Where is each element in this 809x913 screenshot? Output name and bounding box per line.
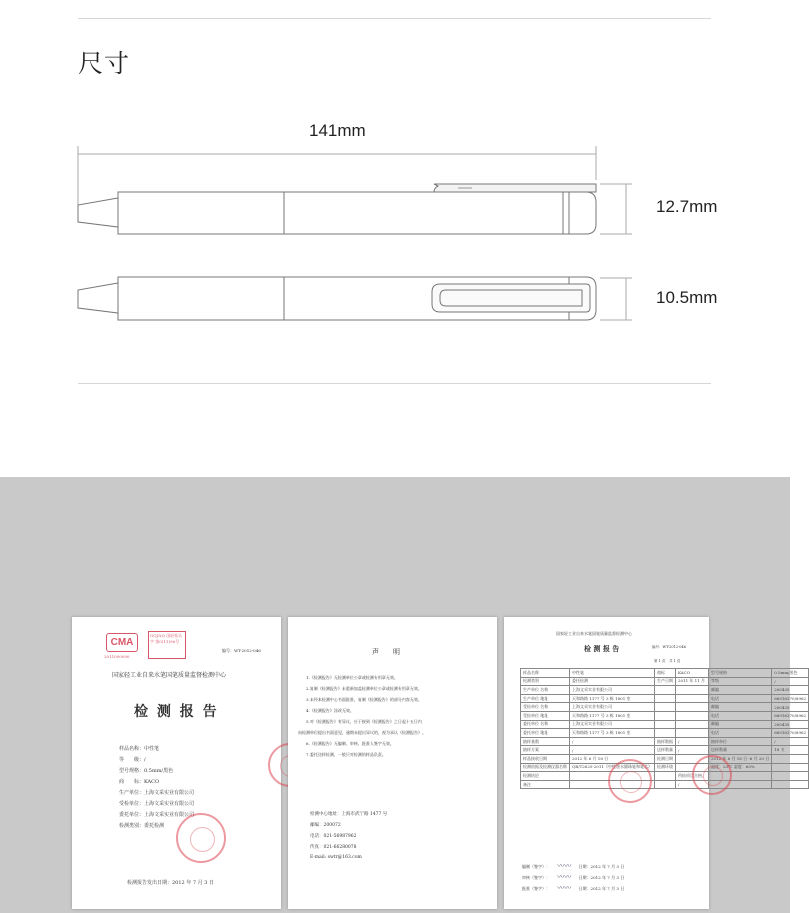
signature-ink: 〰〰	[557, 862, 572, 870]
contact-line: 邮编：200072	[310, 823, 341, 828]
doc1-field: 委托单位：上海文采实业有限公司	[119, 812, 195, 818]
top-height-label: 10.5mm	[656, 288, 718, 307]
table-cell: 生产日期	[654, 677, 675, 686]
doc1-center-name: 国家轻工业自来水笔国笔质量监督检测中心	[112, 672, 227, 679]
table-row	[521, 763, 809, 772]
table-cell: 委托单位 地址	[521, 729, 570, 738]
table-cell	[675, 711, 708, 720]
table-cell: 检测类别	[521, 677, 570, 686]
signature-ink: 〰〰	[557, 884, 572, 892]
table-cell: 受检单位 名称	[521, 703, 570, 712]
table-cell	[654, 711, 675, 720]
table-row	[521, 746, 809, 755]
section-title: 尺寸	[78, 50, 131, 78]
signature-line	[522, 872, 624, 882]
table-cell	[675, 686, 708, 695]
doc1-title: 检 测 报 告	[134, 704, 219, 720]
signature-date: 日期：2012 年 7 月 3 日	[578, 864, 625, 869]
table-cell: 2012 年 6 月 18 日	[570, 754, 655, 763]
table-cell: 200435	[772, 703, 809, 712]
side-height-dimension	[600, 184, 632, 234]
table-cell	[772, 772, 809, 781]
side-height-label: 12.7mm	[656, 197, 718, 216]
signature-label: 批准（签字）：	[522, 886, 550, 891]
table-cell	[772, 763, 809, 772]
table-cell: KACO	[675, 669, 708, 678]
table-cell	[654, 729, 675, 738]
table-cell	[772, 754, 809, 763]
table-cell: 2011 年 11 月	[675, 677, 708, 686]
table-cell: 备注	[521, 780, 570, 789]
statement-document	[288, 617, 497, 909]
table-cell: 电话	[708, 711, 771, 720]
table-cell	[675, 703, 708, 712]
table-row	[521, 729, 809, 738]
table-cell	[654, 694, 675, 703]
statement-item: 向检测单位提出书面意见，逾期未提出异议的，视为承认《检测报告》。	[298, 730, 426, 735]
table-cell: 66916370/8962	[772, 694, 809, 703]
table-cell	[654, 703, 675, 712]
doc3-report-number: 编号：WT-2012-046	[652, 645, 686, 649]
table-row	[521, 703, 809, 712]
table-row	[521, 737, 809, 746]
table-cell: 天和路路 1177 号 3 栋 1801 室	[570, 729, 655, 738]
table-cell: 66916370/8962	[772, 711, 809, 720]
table-cell: 中性笔	[570, 669, 655, 678]
table-cell: /	[570, 737, 655, 746]
table-cell	[654, 780, 675, 789]
table-cell: /	[772, 737, 809, 746]
table-cell: 上海文采实业有限公司	[570, 686, 655, 695]
table-cell: 委托单位 名称	[521, 720, 570, 729]
signature-label: 编制（签字）：	[522, 864, 550, 869]
table-cell: 委托检测	[570, 677, 655, 686]
report-cover-document	[72, 617, 281, 909]
table-cell: 上海文采实业有限公司	[570, 720, 655, 729]
table-row	[521, 754, 809, 763]
table-cell: 电话	[708, 694, 771, 703]
table-cell: 检测结论	[521, 772, 570, 781]
table-cell: 检测日期	[654, 754, 675, 763]
table-row	[521, 711, 809, 720]
table-cell: 型号规格	[708, 669, 771, 678]
qualification-stamp-text: GQJ&Q 国轻检认字 第0(11)96号	[150, 633, 183, 644]
table-cell: 抽样数据	[654, 737, 675, 746]
signature-label: 审核（签字）：	[522, 875, 550, 880]
table-cell: 天和路路 1177 号 3 栋 1801 室	[570, 694, 655, 703]
signature-date: 日期：2012 年 7 月 3 日	[578, 886, 625, 891]
table-cell: 邮编	[708, 686, 771, 695]
report-table	[520, 668, 809, 789]
table-cell: 送样数量	[708, 746, 771, 755]
bottom-divider	[78, 383, 711, 384]
contact-line: 电话：021-56987962	[310, 834, 357, 839]
table-row	[521, 686, 809, 695]
pen-top-view	[78, 277, 596, 320]
table-cell: 0.5mm/黑色	[772, 669, 809, 678]
table-cell: 电话	[708, 729, 771, 738]
table-cell: 检测依据及检测仪器名称	[521, 763, 570, 772]
table-cell: /	[675, 746, 708, 755]
table-cell: 生产单位 地址	[521, 694, 570, 703]
table-cell: /	[675, 737, 708, 746]
statement-item: 2.复制《检测报告》未重新加盖检测单位公章或检测专用章无效。	[306, 686, 422, 691]
doc1-field: 型号规格：0.5mm/黑色	[119, 768, 174, 774]
doc3-header: 国家轻工业自来水笔国笔质量监督检测中心	[556, 631, 632, 636]
doc1-report-number: 编号：WT-2012-046	[222, 648, 261, 653]
table-cell: 送样数量	[654, 746, 675, 755]
statement-item: 5.对《检测报告》有异议，应于接到《检测报告》之日起十五日内	[306, 719, 422, 724]
table-cell	[675, 694, 708, 703]
statement-item: 7.委托送样检测，一般只对检测的样品负责。	[306, 752, 386, 757]
doc1-field: 等 级：/	[119, 757, 146, 763]
table-cell: 样品接收日期	[521, 754, 570, 763]
table-cell: 受检单位 地址	[521, 711, 570, 720]
table-cell: 上海文采实业有限公司	[570, 703, 655, 712]
doc2-title: 声 明	[372, 648, 400, 656]
red-seal-stamp	[608, 759, 652, 803]
table-row	[521, 772, 809, 781]
table-cell	[654, 686, 675, 695]
length-label: 141mm	[309, 121, 366, 140]
table-cell: QB/T2625-2011《中性墨水圆珠笔和笔芯》	[570, 763, 655, 772]
table-cell: 所检项目合格。	[675, 772, 708, 781]
table-row	[521, 694, 809, 703]
table-cell: 抽样方案	[521, 746, 570, 755]
statement-item: 1.《检测报告》无检测单位公章或检测专用章无效。	[306, 675, 398, 680]
table-row	[521, 780, 809, 789]
table-cell: 生产单位 名称	[521, 686, 570, 695]
doc1-field: 受检单位：上海文采实业有限公司	[119, 801, 195, 807]
table-cell: /	[772, 677, 809, 686]
table-cell: 200435	[772, 720, 809, 729]
doc3-page: 第 1 页 共 1 页	[654, 659, 681, 663]
table-cell: 邮编	[708, 720, 771, 729]
cma-number: 2011000090	[104, 654, 130, 659]
table-cell	[675, 729, 708, 738]
contact-line: E-mail: swtr@163.com	[310, 855, 362, 860]
table-cell: 检测环境	[654, 763, 675, 772]
table-cell: 样品名称	[521, 669, 570, 678]
doc1-issue-date: 检测报告发出日期：2012 年 7 月 3 日	[127, 880, 215, 886]
signature-line	[522, 883, 624, 893]
doc1-field: 样品名称：中性笔	[119, 746, 160, 752]
contact-line: 传真：021-66280078	[310, 845, 357, 850]
doc3-title: 检 测 报 告	[584, 644, 620, 653]
red-seal-stamp-edge	[692, 755, 732, 795]
table-row	[521, 669, 809, 678]
red-seal-stamp	[176, 813, 226, 863]
top-height-dimension	[600, 278, 632, 320]
table-cell: /	[570, 746, 655, 755]
table-cell: 温度：23℃ 湿度：60%	[708, 763, 771, 772]
table-cell	[675, 720, 708, 729]
doc1-field: 检测类别：委托检测	[119, 823, 165, 829]
table-row	[521, 677, 809, 686]
signature-date: 日期：2012 年 7 月 3 日	[578, 875, 625, 880]
doc1-field: 商 标：KACO	[119, 779, 160, 785]
signature-line	[522, 861, 697, 871]
signature-ink: 〰〰	[557, 873, 572, 881]
contact-line: 检测中心地址：上海市武宁路 1477 号	[310, 812, 388, 817]
table-cell	[654, 720, 675, 729]
table-cell: 等级	[708, 677, 771, 686]
cma-logo-text: CMA	[110, 637, 134, 648]
statement-item: 6.《检测报告》无编制、审核、批准人签字无效。	[306, 741, 394, 746]
test-report-table-document	[504, 617, 807, 909]
table-cell: 商标	[654, 669, 675, 678]
statement-item: 4.《检测报告》涂改无效。	[306, 708, 354, 713]
table-cell	[654, 772, 675, 781]
statement-item: 3.未经本检测中心书面批准，复制《检测报告》的部分内容无效。	[306, 697, 422, 702]
pen-side-view	[78, 184, 596, 234]
table-cell: 66916370/8962	[772, 729, 809, 738]
table-cell: 抽样基数	[521, 737, 570, 746]
qualification-stamp	[148, 631, 186, 659]
table-cell: /	[675, 780, 708, 789]
table-row	[521, 720, 809, 729]
doc1-field: 生产单位：上海文采实业有限公司	[119, 790, 195, 796]
table-cell: 邮编	[708, 703, 771, 712]
table-cell	[772, 780, 809, 789]
table-cell: 抽样单位	[708, 737, 771, 746]
table-cell: 天和路路 1177 号 3 栋 1801 室	[570, 711, 655, 720]
table-cell: 2012 年 6 月 18 日 -6 月 20 日	[708, 754, 771, 763]
table-cell: 18 支	[772, 746, 809, 755]
cma-logo	[106, 633, 138, 652]
table-cell: 200435	[772, 686, 809, 695]
